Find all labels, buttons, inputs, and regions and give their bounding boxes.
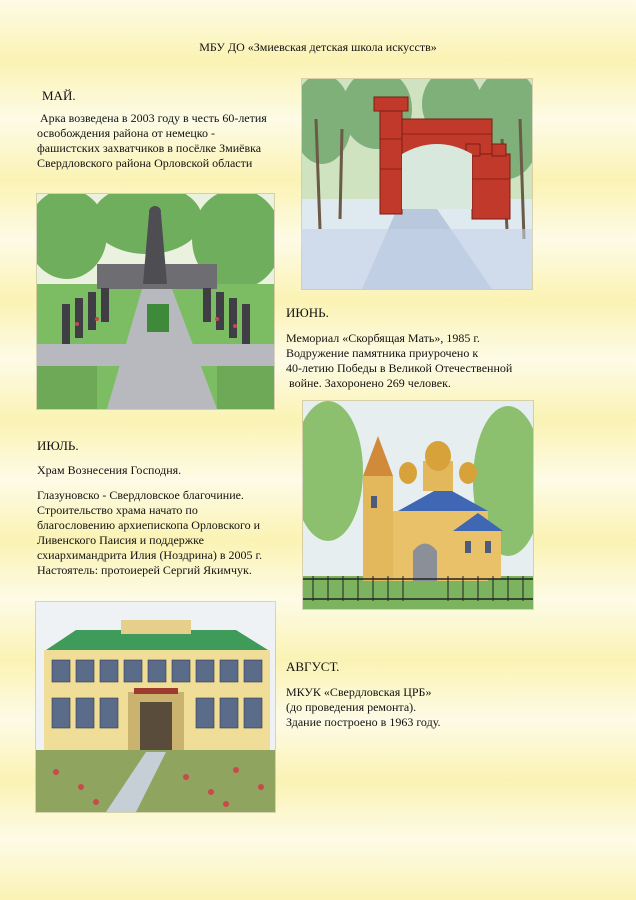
august-month-title: АВГУСТ. — [286, 659, 340, 674]
august-description — [286, 685, 586, 730]
page-header: МБУ ДО «Змиевская детская школа искусств» — [199, 40, 437, 54]
painting-library — [36, 602, 275, 812]
june-line: 40-летию Победы в Великой Отечественной — [286, 361, 513, 375]
july-line: Ливенского Паисия и поддержке — [37, 533, 204, 547]
july-church-name: Храм Вознесения Господня. — [37, 463, 182, 477]
june-description — [286, 331, 586, 391]
may-description — [37, 111, 297, 171]
painting-church — [303, 401, 533, 609]
june-line: Водружение памятника приурочено к — [286, 346, 479, 360]
june-month-title: ИЮНЬ. — [286, 305, 329, 320]
august-line: (до проведения ремонта). — [286, 700, 417, 714]
may-line: Арка возведена в 2003 году в честь 60-летия — [37, 111, 267, 125]
july-line: схиархимандрита Илия (Ноздрина) в 2005 г. — [37, 548, 263, 562]
july-line: Настоятель: протоиерей Сергий Якимчук. — [37, 563, 252, 577]
painting-arch — [302, 79, 532, 289]
august-line: МКУК «Свердловская ЦРБ» — [286, 685, 432, 699]
august-line: Здание построено в 1963 году. — [286, 715, 441, 729]
july-description — [37, 488, 297, 578]
july-month-title: ИЮЛЬ. — [37, 438, 79, 453]
july-line: Строительство храма начато по — [37, 503, 198, 517]
may-line: Свердловского района Орловской области — [37, 156, 253, 170]
may-line: фашистских захватчиков в посёлке Змиёвка — [37, 141, 262, 155]
painting-memorial — [37, 194, 274, 409]
may-month-title: МАЙ. — [42, 88, 76, 103]
july-line: Глазуновско - Свердловское благочиние. — [37, 488, 244, 502]
june-line: Мемориал «Скорбящая Мать», 1985 г. — [286, 331, 480, 345]
july-line: благословению архиепископа Орловского и — [37, 518, 260, 532]
june-line: войне. Захоронено 269 человек. — [286, 376, 451, 390]
may-line: освобождения района от немецко - — [37, 126, 215, 140]
